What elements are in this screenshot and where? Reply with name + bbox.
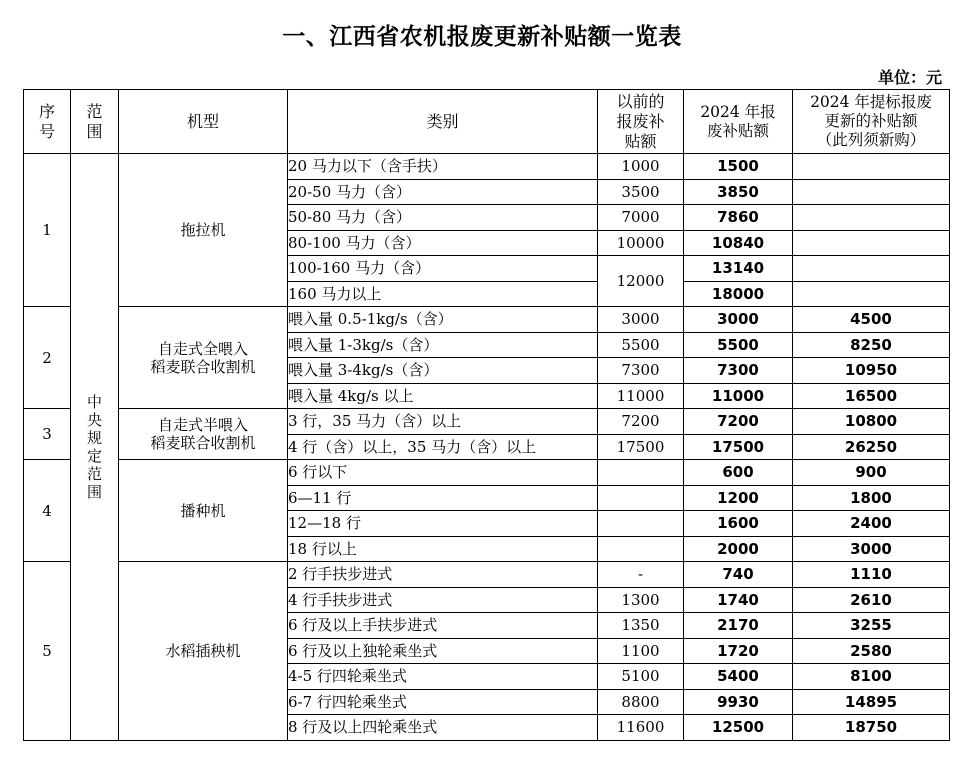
subsidy-2024-cell: 1600 bbox=[684, 511, 793, 537]
category-cell: 20-50 马力（含） bbox=[288, 179, 598, 205]
raised-subsidy-cell: 2580 bbox=[793, 638, 950, 664]
seq-cell: 4 bbox=[24, 460, 71, 562]
table-row bbox=[24, 562, 950, 588]
category-cell: 160 马力以上 bbox=[288, 281, 598, 307]
raised-subsidy-cell bbox=[793, 230, 950, 256]
subsidy-2024-cell: 1200 bbox=[684, 485, 793, 511]
subsidy-2024-cell: 2170 bbox=[684, 613, 793, 639]
raised-subsidy-cell: 2610 bbox=[793, 587, 950, 613]
subsidy-2024-cell: 13140 bbox=[684, 256, 793, 282]
category-cell: 4-5 行四轮乘坐式 bbox=[288, 664, 598, 690]
prev-subsidy-cell: 3000 bbox=[598, 307, 684, 333]
prev-subsidy-cell: 10000 bbox=[598, 230, 684, 256]
header-seq: 序 号 bbox=[24, 90, 71, 154]
category-cell: 8 行及以上四轮乘坐式 bbox=[288, 715, 598, 741]
subsidy-2024-cell: 18000 bbox=[684, 281, 793, 307]
prev-subsidy-cell bbox=[598, 485, 684, 511]
prev-subsidy-cell bbox=[598, 511, 684, 537]
prev-subsidy-cell: 1000 bbox=[598, 154, 684, 180]
category-cell: 6 行及以上独轮乘坐式 bbox=[288, 638, 598, 664]
category-cell: 2 行手扶步进式 bbox=[288, 562, 598, 588]
header-prev-subsidy: 以前的 报废补 贴额 bbox=[598, 90, 684, 154]
raised-subsidy-cell bbox=[793, 281, 950, 307]
header-row bbox=[24, 90, 950, 154]
prev-subsidy-cell: - bbox=[598, 562, 684, 588]
subsidy-2024-cell: 7200 bbox=[684, 409, 793, 435]
subsidy-2024-cell: 10840 bbox=[684, 230, 793, 256]
table-row bbox=[24, 154, 950, 180]
header-2024-raised-subsidy: 2024 年提标报废 更新的补贴额 （此列须新购） bbox=[793, 90, 950, 154]
table-row bbox=[24, 460, 950, 486]
raised-subsidy-cell: 8100 bbox=[793, 664, 950, 690]
unit-label: 单位：元 bbox=[877, 68, 942, 87]
seq-cell: 5 bbox=[24, 562, 71, 741]
prev-subsidy-cell: 11000 bbox=[598, 383, 684, 409]
prev-subsidy-cell: 7000 bbox=[598, 205, 684, 231]
raised-subsidy-cell: 8250 bbox=[793, 332, 950, 358]
raised-subsidy-cell: 14895 bbox=[793, 689, 950, 715]
category-cell: 50-80 马力（含） bbox=[288, 205, 598, 231]
subsidy-2024-cell: 1500 bbox=[684, 154, 793, 180]
prev-subsidy-cell: 12000 bbox=[598, 256, 684, 307]
raised-subsidy-cell: 10800 bbox=[793, 409, 950, 435]
prev-subsidy-cell: 17500 bbox=[598, 434, 684, 460]
header-scope: 范 围 bbox=[71, 90, 119, 154]
subsidy-2024-cell: 3850 bbox=[684, 179, 793, 205]
prev-subsidy-cell bbox=[598, 460, 684, 486]
raised-subsidy-cell: 2400 bbox=[793, 511, 950, 537]
prev-subsidy-cell: 1100 bbox=[598, 638, 684, 664]
subsidy-2024-cell: 1740 bbox=[684, 587, 793, 613]
seq-cell: 2 bbox=[24, 307, 71, 409]
header-2024-subsidy: 2024 年报 废补贴额 bbox=[684, 90, 793, 154]
prev-subsidy-cell: 3500 bbox=[598, 179, 684, 205]
prev-subsidy-cell: 7300 bbox=[598, 358, 684, 384]
table-row bbox=[24, 409, 950, 435]
prev-subsidy-cell bbox=[598, 536, 684, 562]
seq-cell: 1 bbox=[24, 154, 71, 307]
subsidy-table bbox=[23, 89, 950, 741]
raised-subsidy-cell: 26250 bbox=[793, 434, 950, 460]
prev-subsidy-cell: 5500 bbox=[598, 332, 684, 358]
machine-type-cell: 自走式半喂入 稻麦联合收割机 bbox=[119, 409, 288, 460]
raised-subsidy-cell: 900 bbox=[793, 460, 950, 486]
category-cell: 6—11 行 bbox=[288, 485, 598, 511]
category-cell: 6 行以下 bbox=[288, 460, 598, 486]
category-cell: 6-7 行四轮乘坐式 bbox=[288, 689, 598, 715]
subsidy-2024-cell: 5500 bbox=[684, 332, 793, 358]
machine-type-cell: 播种机 bbox=[119, 460, 288, 562]
subsidy-2024-cell: 600 bbox=[684, 460, 793, 486]
category-cell: 6 行及以上手扶步进式 bbox=[288, 613, 598, 639]
prev-subsidy-cell: 11600 bbox=[598, 715, 684, 741]
raised-subsidy-cell bbox=[793, 179, 950, 205]
subsidy-2024-cell: 7860 bbox=[684, 205, 793, 231]
subsidy-2024-cell: 740 bbox=[684, 562, 793, 588]
machine-type-cell: 自走式全喂入 稻麦联合收割机 bbox=[119, 307, 288, 409]
subsidy-2024-cell: 17500 bbox=[684, 434, 793, 460]
subsidy-2024-cell: 9930 bbox=[684, 689, 793, 715]
raised-subsidy-cell: 1110 bbox=[793, 562, 950, 588]
prev-subsidy-cell: 8800 bbox=[598, 689, 684, 715]
subsidy-2024-cell: 2000 bbox=[684, 536, 793, 562]
raised-subsidy-cell: 18750 bbox=[793, 715, 950, 741]
category-cell: 3 行，35 马力（含）以上 bbox=[288, 409, 598, 435]
prev-subsidy-cell: 1300 bbox=[598, 587, 684, 613]
category-cell: 100-160 马力（含） bbox=[288, 256, 598, 282]
header-category: 类别 bbox=[288, 90, 598, 154]
page-title: 一、江西省农机报废更新补贴额一览表 bbox=[282, 24, 682, 50]
raised-subsidy-cell: 3255 bbox=[793, 613, 950, 639]
subsidy-2024-cell: 7300 bbox=[684, 358, 793, 384]
raised-subsidy-cell: 10950 bbox=[793, 358, 950, 384]
seq-cell: 3 bbox=[24, 409, 71, 460]
scope-cell: 中 央 规 定 范 围 bbox=[71, 154, 119, 741]
prev-subsidy-cell: 5100 bbox=[598, 664, 684, 690]
subsidy-2024-cell: 12500 bbox=[684, 715, 793, 741]
category-cell: 18 行以上 bbox=[288, 536, 598, 562]
subsidy-2024-cell: 1720 bbox=[684, 638, 793, 664]
category-cell: 喂入量 3-4kg/s（含） bbox=[288, 358, 598, 384]
machine-type-cell: 拖拉机 bbox=[119, 154, 288, 307]
raised-subsidy-cell: 3000 bbox=[793, 536, 950, 562]
raised-subsidy-cell bbox=[793, 154, 950, 180]
category-cell: 20 马力以下（含手扶） bbox=[288, 154, 598, 180]
raised-subsidy-cell: 4500 bbox=[793, 307, 950, 333]
category-cell: 4 行（含）以上，35 马力（含）以上 bbox=[288, 434, 598, 460]
category-cell: 喂入量 1-3kg/s（含） bbox=[288, 332, 598, 358]
subsidy-2024-cell: 5400 bbox=[684, 664, 793, 690]
category-cell: 80-100 马力（含） bbox=[288, 230, 598, 256]
category-cell: 4 行手扶步进式 bbox=[288, 587, 598, 613]
raised-subsidy-cell: 16500 bbox=[793, 383, 950, 409]
machine-type-cell: 水稻插秧机 bbox=[119, 562, 288, 741]
subsidy-2024-cell: 3000 bbox=[684, 307, 793, 333]
raised-subsidy-cell bbox=[793, 205, 950, 231]
category-cell: 喂入量 0.5-1kg/s（含） bbox=[288, 307, 598, 333]
category-cell: 喂入量 4kg/s 以上 bbox=[288, 383, 598, 409]
category-cell: 12—18 行 bbox=[288, 511, 598, 537]
subsidy-2024-cell: 11000 bbox=[684, 383, 793, 409]
header-machine: 机型 bbox=[119, 90, 288, 154]
prev-subsidy-cell: 7200 bbox=[598, 409, 684, 435]
table-row bbox=[24, 307, 950, 333]
prev-subsidy-cell: 1350 bbox=[598, 613, 684, 639]
raised-subsidy-cell: 1800 bbox=[793, 485, 950, 511]
raised-subsidy-cell bbox=[793, 256, 950, 282]
